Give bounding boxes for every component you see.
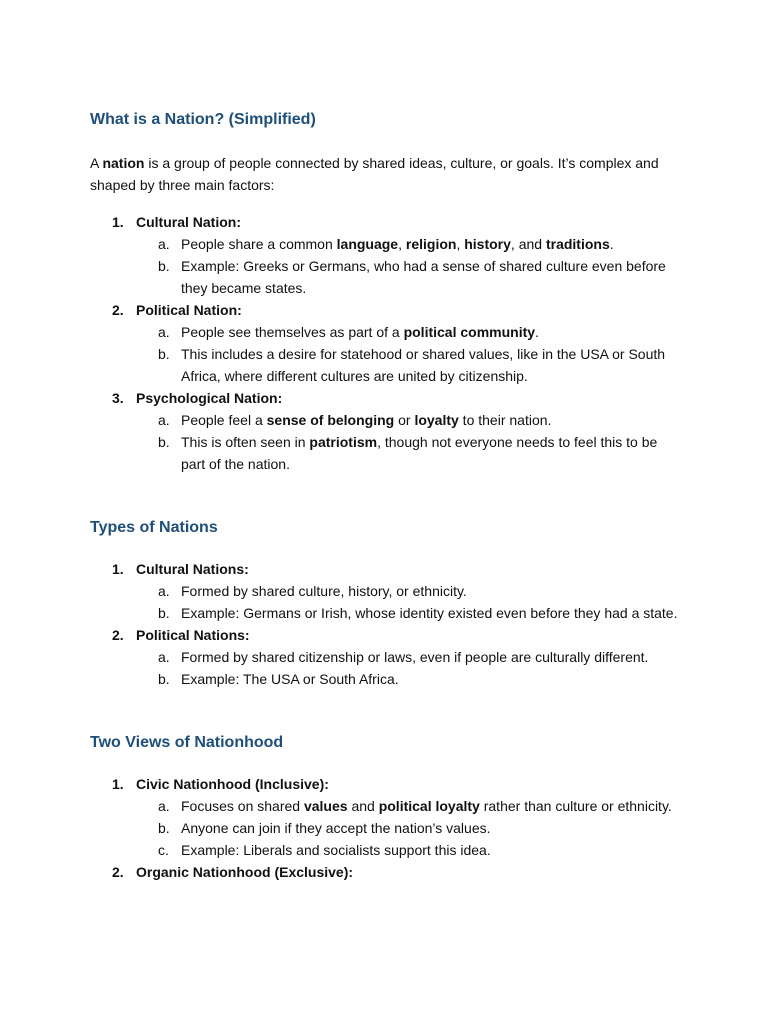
sub-list: [90, 321, 680, 387]
list-number: 1.: [112, 776, 124, 792]
document-content: [90, 108, 680, 883]
sub-letter: b.: [158, 434, 170, 450]
sub-letter: a.: [158, 324, 170, 340]
list-item: [90, 773, 680, 861]
section-heading: Types of Nations: [90, 519, 218, 536]
sub-list: [90, 233, 680, 299]
intro-run-bold: nation: [102, 155, 145, 171]
sub-list-item: c. Example: Liberals and socialists support this idea.: [90, 839, 680, 861]
list-item-title: 2. Political Nation:: [90, 299, 680, 321]
sub-letter: b.: [158, 820, 170, 836]
list-item: [90, 211, 680, 299]
sub-letter: b.: [158, 258, 170, 274]
section-two-views-of-nationhood: [90, 731, 680, 883]
sub-list-item: b. Example: The USA or South Africa.: [90, 668, 680, 690]
list-item: [90, 299, 680, 387]
sub-list: [90, 580, 680, 624]
list-item: [90, 861, 680, 883]
list-number: 2.: [112, 302, 124, 318]
sub-list-item: b. Anyone can join if they accept the nation’s values.: [90, 817, 680, 839]
sub-list: [90, 409, 680, 475]
section-heading: Two Views of Nationhood: [90, 734, 284, 751]
numbered-list: [90, 558, 680, 690]
sub-letter: b.: [158, 671, 170, 687]
intro-paragraph: [90, 152, 680, 196]
numbered-list: [90, 773, 680, 883]
sub-list: [90, 795, 680, 861]
list-item-title: 1. Civic Nationhood (Inclusive):: [90, 773, 680, 795]
sub-list: [90, 646, 680, 690]
list-item-title: 2. Political Nations:: [90, 624, 680, 646]
sub-list-item: a. Formed by shared citizenship or laws, even if people are culturally different.: [90, 646, 680, 668]
numbered-list: [90, 211, 680, 475]
sub-letter: a.: [158, 412, 170, 428]
sub-letter: c.: [158, 842, 169, 858]
section-what-is-a-nation: [90, 108, 680, 475]
sub-letter: b.: [158, 346, 170, 362]
intro-run: is a group of people connected by shared ideas, culture, or goals. It’s complex and shaped by three main factors:: [90, 155, 659, 193]
sub-letter: a.: [158, 236, 170, 252]
sub-list-item: a. People feel a sense of belonging or loyalty to their nation.: [90, 409, 680, 431]
sub-letter: a.: [158, 583, 170, 599]
list-item-title: 1. Cultural Nations:: [90, 558, 680, 580]
sub-list-item: b. Example: Greeks or Germans, who had a sense of shared culture even before they became states.: [90, 255, 680, 299]
sub-letter: a.: [158, 649, 170, 665]
section-heading: What is a Nation? (Simplified): [90, 111, 316, 128]
list-item: [90, 558, 680, 624]
sub-list-item: b. This includes a desire for statehood or shared values, like in the USA or South Africa, where different cultures are united by citizenship.: [90, 343, 680, 387]
sub-list-item: a. Focuses on shared values and political loyalty rather than culture or ethnicity.: [90, 795, 680, 817]
list-item: [90, 624, 680, 690]
sub-list-item: a. People see themselves as part of a political community.: [90, 321, 680, 343]
sub-list-item: b. Example: Germans or Irish, whose identity existed even before they had a state.: [90, 602, 680, 624]
intro-run: A: [90, 155, 103, 171]
sub-list-item: a. Formed by shared culture, history, or ethnicity.: [90, 580, 680, 602]
sub-list-item: b. This is often seen in patriotism, though not everyone needs to feel this to be part of the nation.: [90, 431, 680, 475]
sub-letter: a.: [158, 798, 170, 814]
sub-list-item: a. People share a common language, religion, history, and traditions.: [90, 233, 680, 255]
section-types-of-nations: [90, 516, 680, 690]
list-number: 2.: [112, 864, 124, 880]
list-number: 3.: [112, 390, 124, 406]
list-item-title: 1. Cultural Nation:: [90, 211, 680, 233]
sub-letter: b.: [158, 605, 170, 621]
list-item-title: 3. Psychological Nation:: [90, 387, 680, 409]
list-item-title: 2. Organic Nationhood (Exclusive):: [90, 861, 680, 883]
list-item: [90, 387, 680, 475]
list-number: 2.: [112, 627, 124, 643]
list-number: 1.: [112, 214, 124, 230]
list-number: 1.: [112, 561, 124, 577]
